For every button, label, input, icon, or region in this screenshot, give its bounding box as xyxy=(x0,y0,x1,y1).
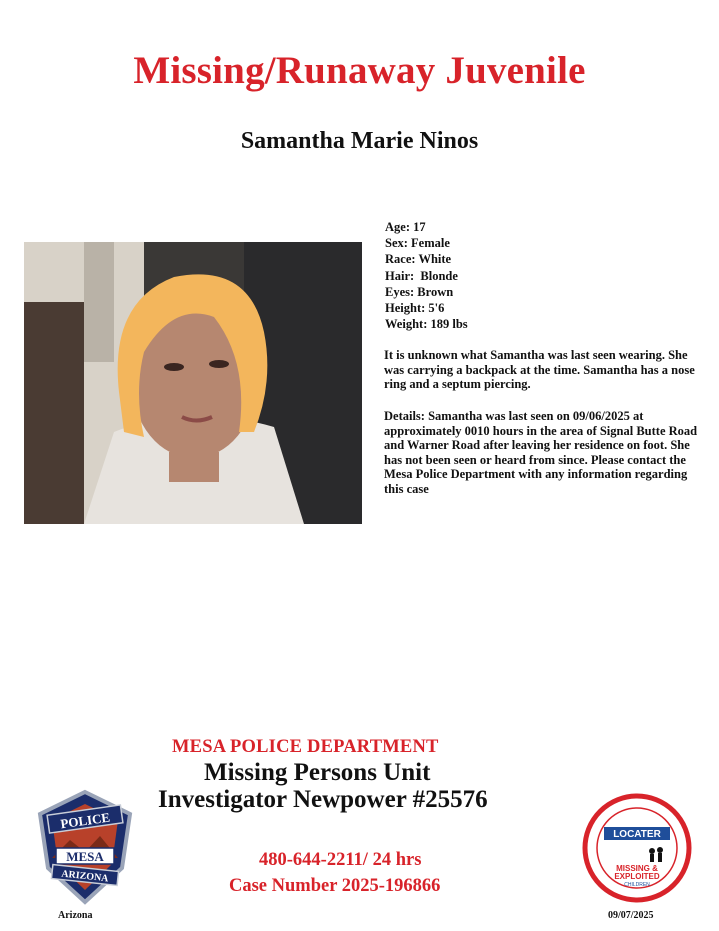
unit-name: Missing Persons Unit xyxy=(204,759,431,786)
stat-weight: Weight: 189 lbs xyxy=(385,317,468,332)
svg-text:EXPLOITED: EXPLOITED xyxy=(614,872,660,881)
locater-logo-icon xyxy=(582,793,692,903)
investigator-name: Investigator Newpower #25576 xyxy=(158,786,488,813)
badge-caption: Arizona xyxy=(58,910,93,921)
stats-list xyxy=(385,219,468,332)
description-paragraph: It is unknown what Samantha was last seen wearing. She was carrying a backpack at the time. Samantha has a nose ring and a septum piercing. xyxy=(384,348,695,392)
person-name: Samantha Marie Ninos xyxy=(240,128,479,154)
svg-text:MISSING &: MISSING & xyxy=(616,864,658,873)
details-paragraph: Details: Samantha was last seen on 09/06/2025 at approximately 0010 hours in the area of Signal Butte Road and Warner Road after leaving her residence on foot. She has not been seen or heard from since. Please contact the Mesa Police Department with any information regarding this case xyxy=(384,409,698,496)
stat-hair: Hair: Blonde xyxy=(385,268,458,283)
svg-text:ARIZONA: ARIZONA xyxy=(60,868,109,885)
flyer-title: Missing/Runaway Juvenile xyxy=(133,49,586,92)
flyer-date: 09/07/2025 xyxy=(608,910,654,921)
department-name: MESA POLICE DEPARTMENT xyxy=(172,737,439,757)
stat-sex: Sex: Female xyxy=(385,236,450,251)
svg-text:LOCATER: LOCATER xyxy=(613,829,661,840)
case-number: Case Number 2025-196866 xyxy=(229,876,441,896)
stat-eyes: Eyes: Brown xyxy=(385,284,454,299)
stat-height: Height: 5'6 xyxy=(385,301,445,316)
mesa-police-badge-icon xyxy=(30,788,140,908)
stat-race: Race: White xyxy=(385,252,452,267)
stat-age: Age: 17 xyxy=(385,220,426,234)
svg-text:MESA: MESA xyxy=(66,849,104,864)
person-photo xyxy=(24,242,362,524)
svg-text:CHILDREN: CHILDREN xyxy=(624,882,650,888)
phone-number: 480-644-2211/ 24 hrs xyxy=(259,850,422,870)
svg-text:POLICE: POLICE xyxy=(59,809,111,832)
photo-illustration xyxy=(24,242,362,524)
